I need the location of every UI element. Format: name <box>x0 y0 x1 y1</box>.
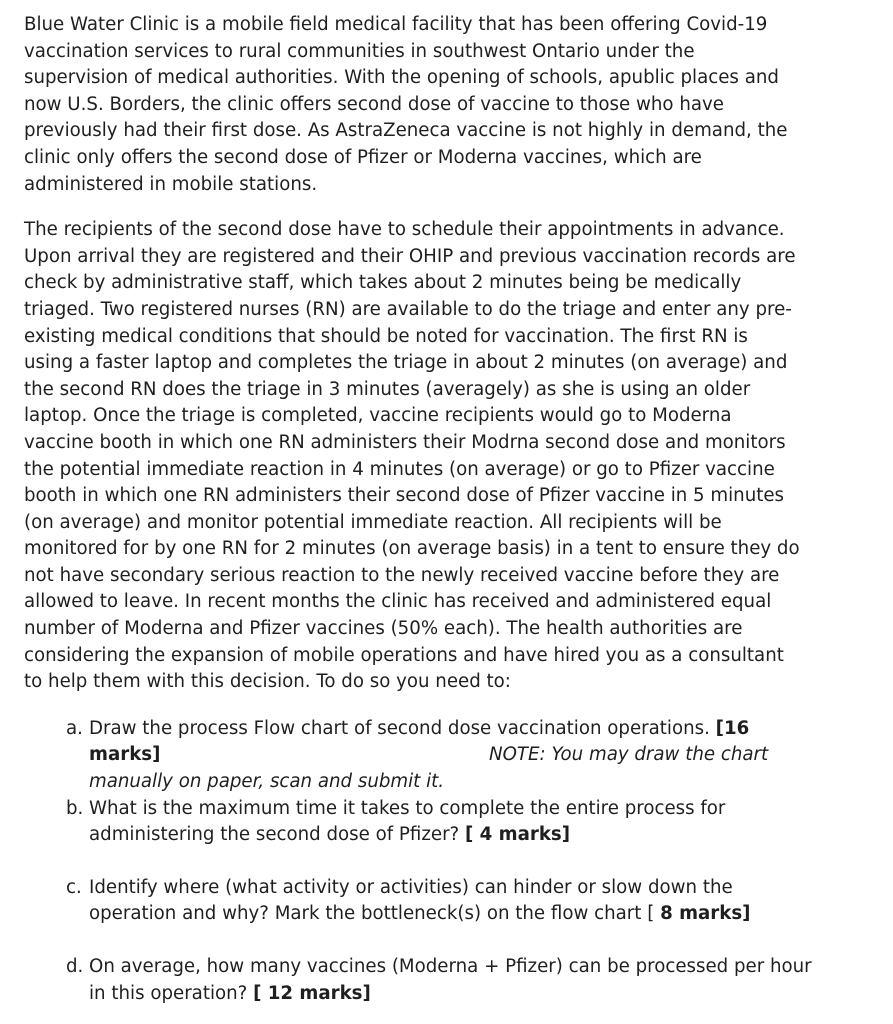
question-list <box>66 716 854 1007</box>
text-line: The recipients of the second dose have to schedule their appointments in advance. <box>24 219 785 241</box>
text-line: laptop. Once the triage is completed, vaccine recipients would go to Moderna <box>24 405 732 427</box>
marks-label: [16 <box>715 717 750 739</box>
text-line: considering the expansion of mobile operations and have hired you as a consultant <box>24 644 784 666</box>
text-line: to help them with this decision. To do so you need to: <box>24 671 511 693</box>
marks-label: [ 4 marks] <box>465 824 571 846</box>
marks-label: [ 12 marks] <box>253 982 371 1004</box>
text-line: triaged. Two registered nurses (RN) are available to do the triage and enter any pre- <box>24 298 792 320</box>
question-d <box>66 954 854 1007</box>
question-text: operation and why? Mark the bottleneck(s) on the flow chart [ <box>89 903 661 925</box>
question-letter: b. <box>66 797 84 819</box>
text-line: check by administrative staff, which takes about 2 minutes being be medically <box>24 272 742 294</box>
note-label: NOTE: <box>489 744 546 766</box>
text-line: number of Moderna and Pfizer vaccines (50% each). The health authorities are <box>24 618 743 640</box>
question-text: Draw the process Flow chart of second dose vaccination operations. <box>89 717 716 739</box>
text-line: clinic only offers the second dose of Pfizer or Moderna vaccines, which are <box>24 146 702 168</box>
text-line: now U.S. Borders, the clinic offers second dose of vaccine to those who have <box>24 93 724 115</box>
text-line: Identify where (what activity or activities) can hinder or slow down the <box>89 876 733 898</box>
text-line: monitored for by one RN for 2 minutes (on average basis) in a tent to ensure they do <box>24 538 800 560</box>
text-line <box>89 716 854 743</box>
text-line <box>89 822 854 849</box>
question-letter: d. <box>66 956 84 977</box>
text-line: using a faster laptop and completes the triage in about 2 minutes (on average) and <box>24 352 788 374</box>
question-text: administering the second dose of Pfizer? <box>89 824 465 846</box>
text-line: supervision of medical authorities. With the opening of schools, apublic places and <box>24 67 779 89</box>
text-line: allowed to leave. In recent months the clinic has received and administered equal <box>24 591 772 613</box>
text-line: existing medical conditions that should be noted for vaccination. The first RN is <box>24 325 748 347</box>
marks-label: marks] <box>89 744 161 766</box>
question-letter: a. <box>66 717 83 739</box>
text-line: previously had their first dose. As AstraZeneca vaccine is not highly in demand, the <box>24 120 788 142</box>
process-paragraph <box>24 217 854 696</box>
marks-label: 8 marks] <box>660 903 751 925</box>
intro-paragraph <box>24 12 854 198</box>
question-a <box>66 716 854 796</box>
text-line: administered in mobile stations. <box>24 173 318 195</box>
text-line: not have secondary serious reaction to the newly received vaccine before they are <box>24 564 780 586</box>
note-text <box>489 742 768 769</box>
text-line: vaccination services to rural communities in southwest Ontario under the <box>24 40 695 62</box>
text-line: What is the maximum time it takes to complete the entire process for <box>89 797 726 819</box>
text-line: the second RN does the triage in 3 minutes (averagely) as she is using an older <box>24 378 751 400</box>
question-c <box>66 875 854 928</box>
text-line: the potential immediate reaction in 4 minutes (on average) or go to Pfizer vaccine <box>24 458 775 480</box>
question-letter: c. <box>66 876 82 898</box>
text-line: booth in which one RN administers their second dose of Pfizer vaccine in 5 minutes <box>24 485 785 507</box>
document-body <box>24 12 854 1007</box>
text-line: On average, how many vaccines (Moderna + Pfizer) can be processed per hour <box>89 956 812 977</box>
question-text: in this operation? <box>89 982 254 1004</box>
text-line: Upon arrival they are registered and their OHIP and previous vaccination records are <box>24 245 796 267</box>
text-line: manually on paper, scan and submit it. <box>89 771 445 793</box>
text-line: (on average) and monitor potential immediate reaction. All recipients will be <box>24 511 722 533</box>
text-line <box>89 981 854 1008</box>
note-body: You may draw the chart <box>545 744 769 766</box>
question-b <box>66 796 854 849</box>
text-line: vaccine booth in which one RN administers their Modrna second dose and monitors <box>24 431 786 453</box>
text-line: Blue Water Clinic is a mobile field medical facility that has been offering Covid-19 <box>24 14 768 35</box>
text-line <box>89 742 854 769</box>
text-line <box>89 901 854 928</box>
